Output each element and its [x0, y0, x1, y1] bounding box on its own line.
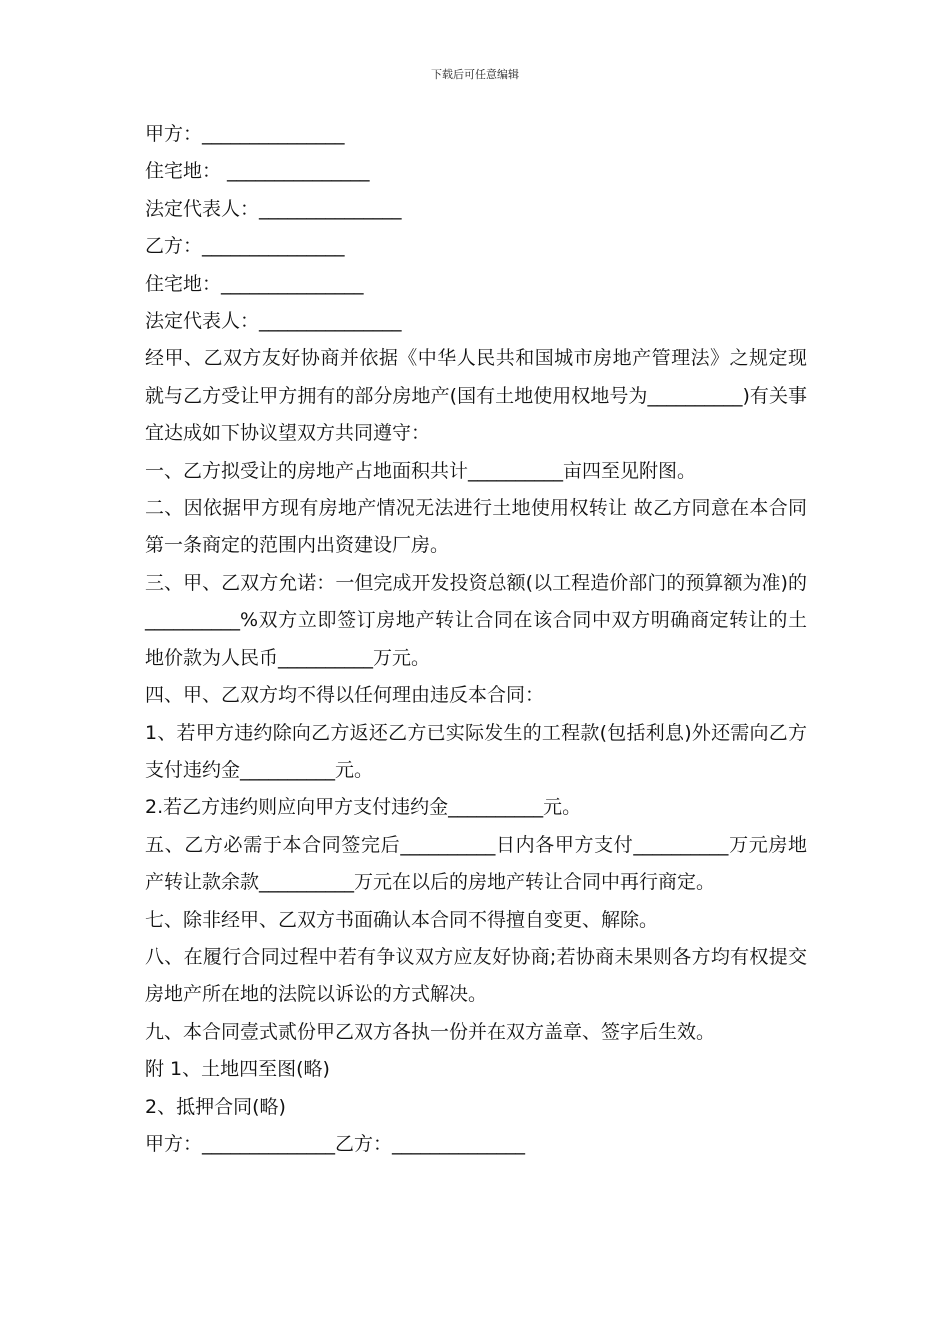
clause-2: 二、因依据甲方现有房地产情况无法进行土地使用权转让 故乙方同意在本合同第一条商定的范围内出资建设厂房。: [145, 497, 807, 557]
clause-4-item-2: 2.若乙方违约则应向甲方支付违约金__________元。: [145, 796, 582, 819]
signature-line: 甲方：______________乙方：______________: [145, 1132, 526, 1155]
contract-body: [145, 116, 807, 1163]
party-a-address-line: 住宅地： _______________: [145, 160, 370, 183]
party-b-line: 乙方：_______________: [145, 235, 345, 258]
clause-4: 四、甲、乙双方均不得以任何理由违反本合同：: [145, 684, 545, 707]
party-a-line: 甲方：_______________: [145, 123, 345, 145]
clause-8: 八、在履行合同过程中若有争议双方应友好协商;若协商未果则各方均有权提交房地产所在地的法院以诉讼的方式解决。: [145, 945, 807, 1006]
clause-7: 七、除非经甲、乙双方书面确认本合同不得擅自变更、解除。: [145, 908, 659, 931]
attachment-1: 附 1、土地四至图(略): [145, 1058, 330, 1081]
clause-4-item-1: 1、若甲方违约除向乙方返还乙方已实际发生的工程款(包括利息)外还需向乙方支付违约金__________元。: [145, 721, 807, 781]
intro-paragraph: 经甲、乙双方友好协商并依据《中华人民共和国城市房地产管理法》之规定现就与乙方受让甲方拥有的部分房地产(国有土地使用权地号为__________)有关事宜达成如下协议望双方共同遵守：: [145, 347, 807, 445]
header-note: 下载后可任意编辑: [431, 68, 519, 81]
clause-3: 三、甲、乙双方允诺：一但完成开发投资总额(以工程造价部门的预算额为准)的__________%双方立即签订房地产转让合同在该合同中双方明确商定转让的土地价款为人民币__________万元。: [145, 571, 807, 669]
party-b-representative-line: 法定代表人：_______________: [145, 310, 402, 333]
party-b-address-line: 住宅地：_______________: [145, 272, 364, 295]
clause-1: 一、乙方拟受让的房地产占地面积共计__________亩四至见附图。: [145, 459, 697, 482]
party-a-representative-line: 法定代表人：_______________: [145, 197, 402, 220]
attachment-2: 2、抵押合同(略): [145, 1095, 286, 1118]
clause-5: 五、乙方必需于本合同签完后__________日内各甲方支付__________万元房地产转让款余款__________万元在以后的房地产转让合同中再行商定。: [145, 833, 807, 894]
clause-9: 九、本合同壹式贰份甲乙双方各执一份并在双方盖章、签字后生效。: [145, 1020, 716, 1043]
